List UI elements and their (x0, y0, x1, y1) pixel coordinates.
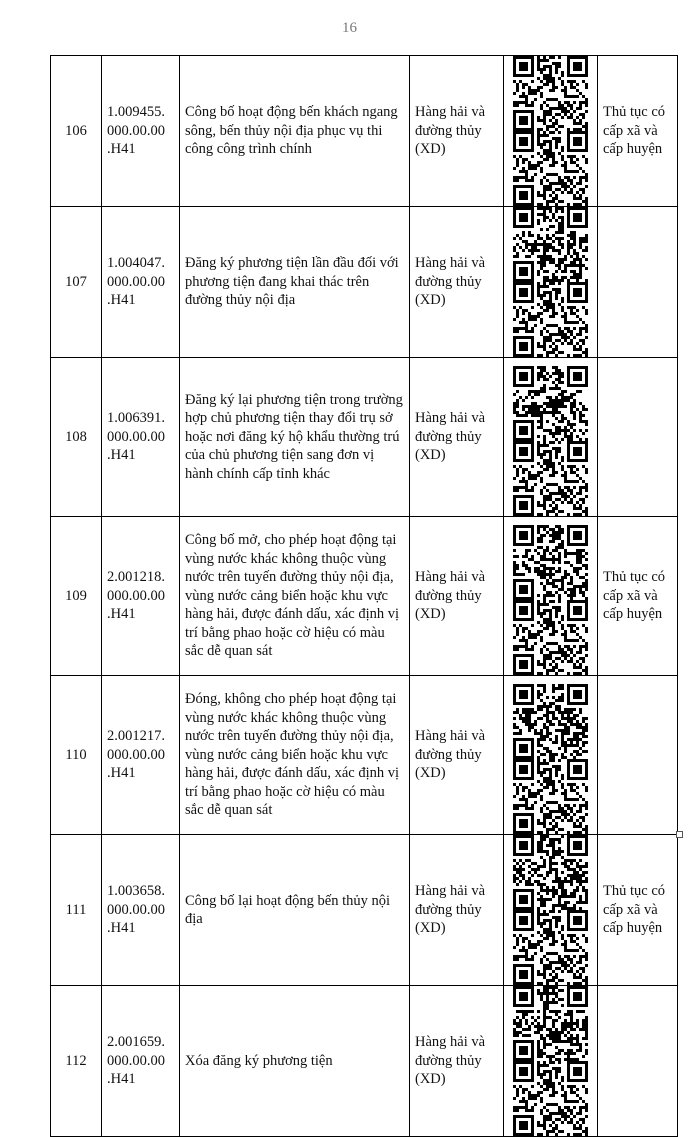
note-cell: Thủ tục có cấp xã và cấp huyện (598, 835, 678, 986)
procedure-field: Hàng hải và đường thủy (XD) (410, 207, 504, 358)
row-number: 110 (51, 676, 102, 835)
page-number: 16 (342, 20, 357, 36)
qr-code-icon[interactable] (509, 207, 592, 282)
row-number: 111 (51, 835, 102, 986)
procedure-field: Hàng hải và đường thủy (XD) (410, 676, 504, 835)
table-row (51, 517, 678, 676)
table-row (51, 835, 678, 986)
table-row (51, 207, 678, 358)
note-cell (598, 207, 678, 358)
procedure-field: Hàng hải và đường thủy (XD) (410, 517, 504, 676)
procedure-table (50, 55, 678, 1137)
procedure-field: Hàng hải và đường thủy (XD) (410, 358, 504, 517)
procedure-code: 1.003658. 000.00.00 .H41 (102, 835, 180, 986)
procedure-field: Hàng hải và đường thủy (XD) (410, 986, 504, 1137)
procedure-code: 2.001217. 000.00.00 .H41 (102, 676, 180, 835)
procedure-code: 1.006391. 000.00.00 .H41 (102, 358, 180, 517)
qr-code-icon[interactable] (509, 56, 592, 131)
qr-code-cell (504, 676, 598, 835)
procedure-field: Hàng hải và đường thủy (XD) (410, 56, 504, 207)
procedure-name: Đóng, không cho phép hoạt động tại vùng nước khác không thuộc vùng nước trên tuyến đường thủy nội địa, vùng nước cảng biển hoặc khu vực hàng hải, được đánh dấu, xác định vị trí bằng phao hoặc cờ hiệu có màu sắc dễ quan sát (180, 676, 410, 835)
procedure-name: Công bố lại hoạt động bến thủy nội địa (180, 835, 410, 986)
qr-code-icon[interactable] (509, 835, 592, 910)
row-number: 112 (51, 986, 102, 1137)
procedure-name: Công bố mở, cho phép hoạt động tại vùng nước khác không thuộc vùng nước trên tuyến đường thủy nội địa, vùng nước cảng biển hoặc khu vực hàng hải, được đánh dấu, xác định vị trí bằng phao hoặc cờ hiệu có màu sắc dễ quan sát (180, 517, 410, 676)
procedure-code: 1.009455. 000.00.00 .H41 (102, 56, 180, 207)
qr-code-cell (504, 517, 598, 676)
procedure-code: 2.001659. 000.00.00 .H41 (102, 986, 180, 1137)
row-number: 109 (51, 517, 102, 676)
procedure-code: 2.001218. 000.00.00 .H41 (102, 517, 180, 676)
table-row (51, 358, 678, 517)
procedure-name: Đăng ký lại phương tiện trong trường hợp chủ phương tiện thay đổi trụ sở hoặc nơi đăng ký hộ khẩu thường trú của chủ phương tiện sang đơn vị hành chính cấp tỉnh khác (180, 358, 410, 517)
procedure-name: Đăng ký phương tiện lần đầu đối với phương tiện đang khai thác trên đường thủy nội địa (180, 207, 410, 358)
note-cell (598, 358, 678, 517)
qr-code-cell (504, 56, 598, 207)
qr-code-cell (504, 986, 598, 1137)
note-cell (598, 676, 678, 835)
resize-handle[interactable] (676, 831, 683, 838)
qr-code-icon[interactable] (509, 986, 592, 1061)
row-number: 107 (51, 207, 102, 358)
table-row (51, 986, 678, 1137)
procedure-code: 1.004047. 000.00.00 .H41 (102, 207, 180, 358)
qr-code-icon[interactable] (509, 525, 592, 600)
table-row (51, 56, 678, 207)
note-cell: Thủ tục có cấp xã và cấp huyện (598, 517, 678, 676)
row-number: 108 (51, 358, 102, 517)
qr-code-icon[interactable] (509, 684, 592, 759)
qr-code-cell (504, 835, 598, 986)
procedure-name: Công bố hoạt động bến khách ngang sông, bến thủy nội địa phục vụ thi công công trình chính (180, 56, 410, 207)
row-number: 106 (51, 56, 102, 207)
note-cell: Thủ tục có cấp xã và cấp huyện (598, 56, 678, 207)
table-row (51, 676, 678, 835)
qr-code-cell (504, 207, 598, 358)
qr-code-cell (504, 358, 598, 517)
note-cell (598, 986, 678, 1137)
procedure-name: Xóa đăng ký phương tiện (180, 986, 410, 1137)
procedure-field: Hàng hải và đường thủy (XD) (410, 835, 504, 986)
qr-code-icon[interactable] (509, 366, 592, 441)
